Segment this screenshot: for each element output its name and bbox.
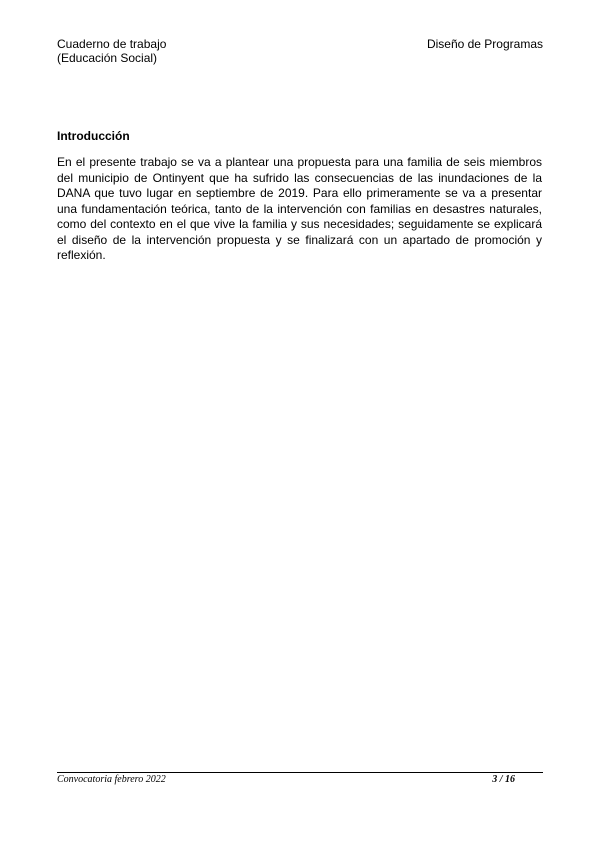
footer-session: Convocatoria febrero 2022 [57,774,166,785]
page-number: 3 / 16 [492,774,515,785]
header-left [57,37,166,65]
intro-paragraph: En el presente trabajo se va a plantear una propuesta para una familia de seis miembros del municipio de Ontinyent que ha sufrido las consecuencias de las inundaciones de la DANA que tuvo lugar en septiembre de 2019. Para ello primeramente se va a presentar una fundamentación teórica, tanto de la intervención con familias en desastres naturales, como del contexto en el que vive la familia y sus necesidades; seguidamente se explicará el diseño de la intervención propuesta y se finalizará con un apartado de promoción y reflexión. [57,155,542,262]
footer-divider [57,772,543,773]
section-heading: Introducción [57,129,130,143]
header-course-subtitle: (Educación Social) [57,51,158,65]
header-subject: Diseño de Programas [426,37,543,51]
header-course-title: Cuaderno de trabajo [57,37,167,51]
